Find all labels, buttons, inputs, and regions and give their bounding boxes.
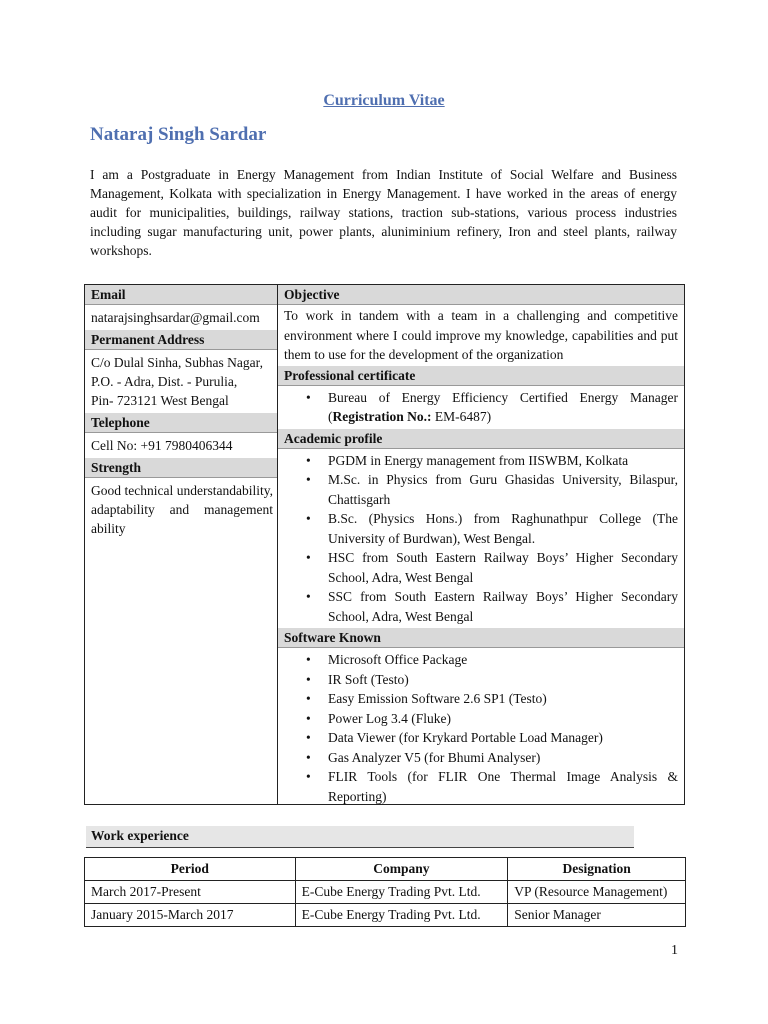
registration-label: Registration No.: [332,409,432,424]
registration-value: EM-6487) [431,409,492,424]
list-item: • Microsoft Office Package [284,650,678,670]
candidate-name: Nataraj Singh Sardar [90,124,267,145]
address-line: P.O. - Adra, Dist. - Purulia, [91,374,238,389]
list-item: • PGDM in Energy management from IISWBM, Kolkata [284,451,678,471]
telephone-value: Cell No: +91 7980406344 [91,438,233,453]
page-title: Curriculum Vitae [323,92,445,109]
address-block [90,350,273,413]
table-row [85,881,686,904]
strength-text: Good technical understandability, adaptability and management ability [91,483,273,536]
list-item: • IR Soft (Testo) [284,670,678,690]
list-item: • M.Sc. in Physics from Guru Ghasidas University, Bilaspur, Chattisgarh [284,470,678,509]
academic-list [284,449,678,629]
summary-paragraph: I am a Postgraduate in Energy Management from Indian Institute of Social Welfare and Business Management, Kolkata with specialization in Energy Management. I have worked in the areas of energy audit for municipalities, buildings, railway stations, traction sub-stations, various process industries including sugar manufacturing unit, power plants, aluniminium refinery, Iron and steel plants, railway workshops. [90,167,677,258]
address-line: C/o Dulal Sinha, Subhas Nagar, [91,355,263,370]
column-header-company: Company [295,858,508,881]
academic-heading: Academic profile [278,429,684,449]
software-heading: Software Known [278,628,684,648]
address-heading: Permanent Address [85,330,277,350]
work-experience-heading: Work experience [86,826,634,848]
list-item: • Data Viewer (for Krykard Portable Load Manager) [284,728,678,748]
period-cell: January 2015-March 2017 [85,904,296,927]
table-header-row [85,858,686,881]
certificate-list [284,386,678,429]
work-experience-table [84,857,686,927]
profile-grid [84,284,685,805]
list-item: • B.Sc. (Physics Hons.) from Raghunathpur College (The University of Burdwan), West Bengal. [284,509,678,548]
column-header-period: Period [85,858,296,881]
software-list [284,648,678,808]
right-column [278,285,684,804]
objective-heading: Objective [278,285,684,305]
column-header-designation: Designation [508,858,686,881]
strength-heading: Strength [85,458,277,478]
objective-text: To work in tandem with a team in a challenging and competitive environment where I could improve my knowledge, capabilities and put them to use for the development of the organization [284,308,678,362]
email-value: natarajsinghsardar@gmail.com [91,310,260,325]
company-cell: E-Cube Energy Trading Pvt. Ltd. [295,881,508,904]
list-item: • Easy Emission Software 2.6 SP1 (Testo) [284,689,678,709]
period-cell: March 2017-Present [85,881,296,904]
email-heading: Email [85,285,277,305]
list-item: • Gas Analyzer V5 (for Bhumi Analyser) [284,748,678,768]
list-item: • Power Log 3.4 (Fluke) [284,709,678,729]
table-row [85,904,686,927]
page-number: 1 [671,943,678,958]
certificate-item [284,388,678,427]
list-item: • SSC from South Eastern Railway Boys’ Higher Secondary School, Adra, West Bengal [284,587,678,626]
company-cell: E-Cube Energy Trading Pvt. Ltd. [295,904,508,927]
certificate-text: Bureau of Energy Efficiency Certified Energy Manager ( [328,389,678,424]
designation-cell: Senior Manager [508,904,686,927]
certificate-heading: Professional certificate [278,366,684,386]
address-line: Pin- 723121 West Bengal [91,393,229,408]
list-item: • FLIR Tools (for FLIR One Thermal Image Analysis & Reporting) [284,767,678,806]
left-column [85,285,278,804]
designation-cell: VP (Resource Management) [508,881,686,904]
list-item: • HSC from South Eastern Railway Boys’ Higher Secondary School, Adra, West Bengal [284,548,678,587]
telephone-heading: Telephone [85,413,277,433]
